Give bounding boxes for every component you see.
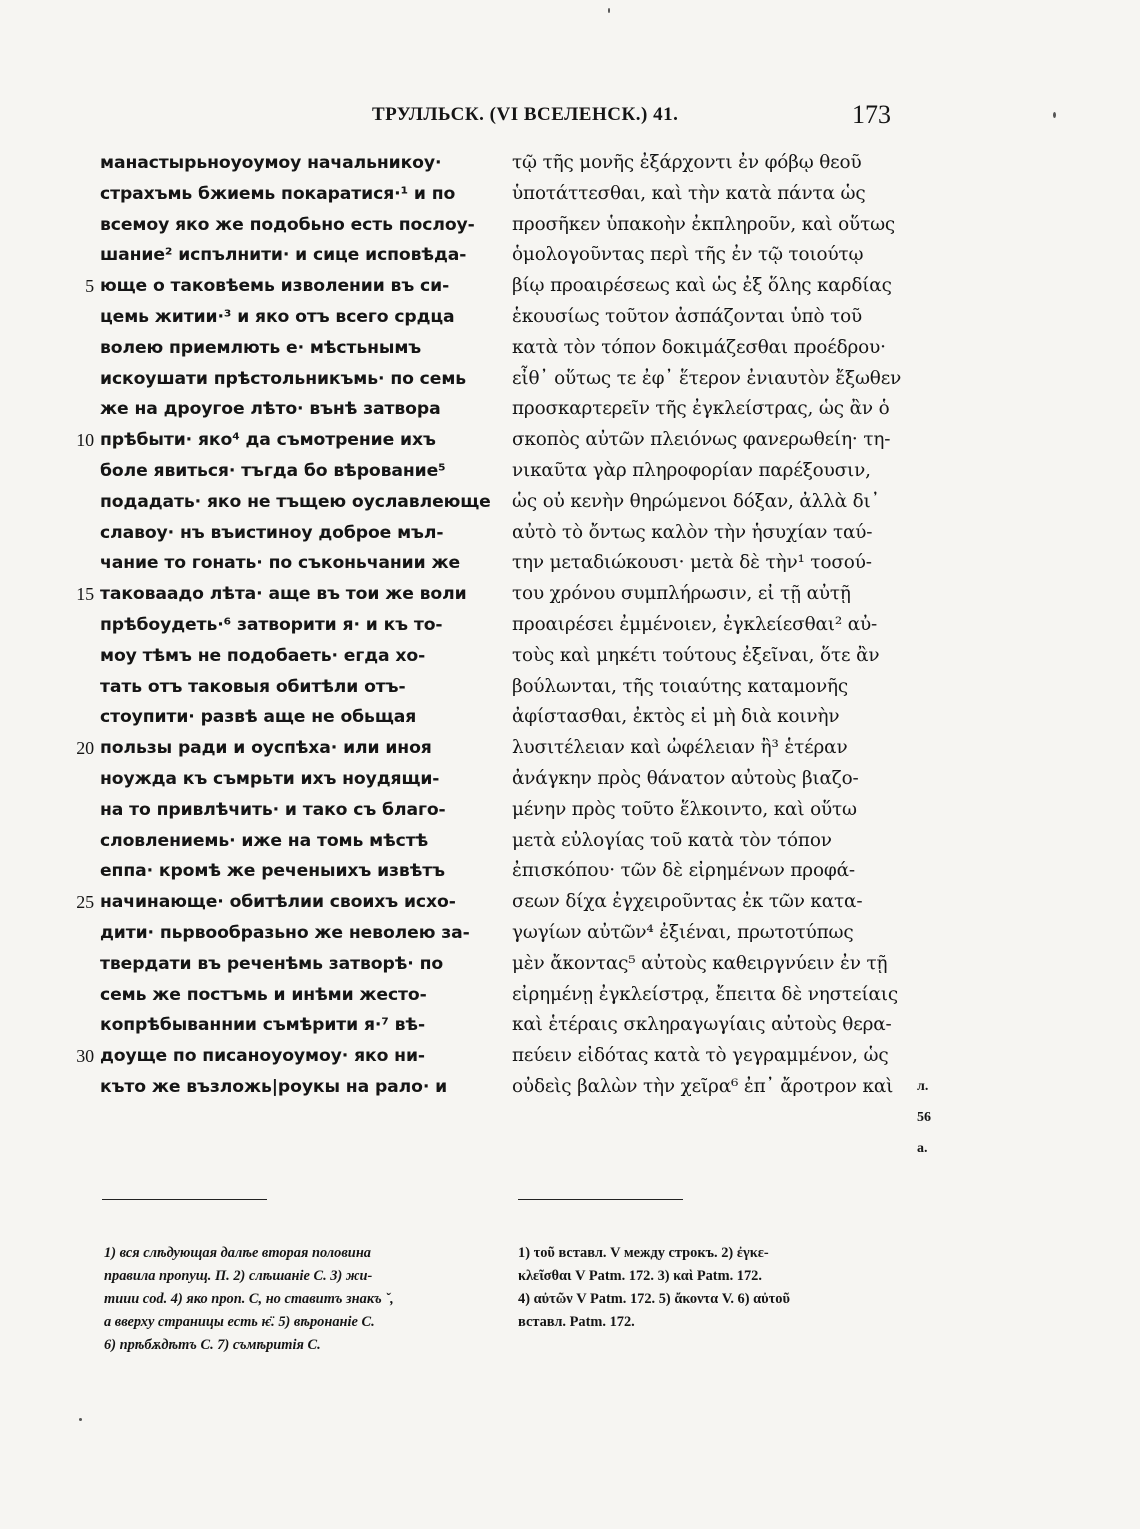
- margin-note: л. 56 а.: [917, 1079, 931, 1156]
- slavonic-line: [76, 1041, 495, 1072]
- slavonic-line: [100, 856, 495, 887]
- greek-line: αὐτὸ τὸ ὄντως καλὸν τὴν ἡσυχίαν ταύ-: [512, 521, 873, 543]
- slavonic-line: [100, 364, 495, 395]
- line-number: 10: [76, 430, 94, 451]
- slavonic-line-text: подадать· яко не тъщею оуславлеюще: [100, 491, 491, 512]
- slavonic-line: [100, 518, 495, 549]
- slavonic-line: [100, 240, 495, 271]
- slavonic-line: [100, 702, 495, 733]
- slavonic-line: [100, 456, 495, 487]
- greek-line: νικαῦτα γὰρ πληροφορίαν παρέξουσιν,: [512, 459, 871, 481]
- greek-line: μετὰ εὐλογίας τοῦ κατὰ τὸν τόπον: [512, 829, 832, 851]
- page-header: [0, 100, 1140, 134]
- slavonic-line: [100, 795, 495, 826]
- slavonic-line: [100, 980, 495, 1011]
- slavonic-line-text: таковаадо лѣта· аще въ тои же воли: [100, 584, 467, 605]
- greek-line: ὡς οὐ κενὴν θηρώμενοι δόξαν, ἀλλὰ δι᾽: [512, 490, 880, 512]
- slavonic-line-text: же на дроугое лѣто· вънѣ затвора: [100, 399, 441, 420]
- slavonic-line-text: цемь житии·³ и яко отъ всего срдца: [100, 306, 455, 327]
- greek-column: [512, 148, 931, 1156]
- greek-line: σκοπὸς αὐτῶν πλειόνως φανερωθείη· τη-: [512, 429, 891, 451]
- slavonic-line: [100, 1072, 495, 1103]
- slavonic-line-text: словлениемь· иже на томь мѣстѣ: [100, 830, 429, 851]
- greek-line: σεων δίχα ἐγχειροῦντας ἐκ τῶν κατα-: [512, 891, 863, 913]
- running-title: ТРУЛЛЬСК. (VI ВСЕЛЕНСК.) 41.: [372, 104, 679, 125]
- greek-line: καὶ ἑτέραις σκληραγωγίαις αὐτοὺς θερα-: [512, 1014, 892, 1036]
- greek-line: προαιρέσει ἐμμένοιεν, ἐγκλείεσθαι² αὐ-: [512, 613, 878, 635]
- footnote-line: правила пропущ. П. 2) слѣшаніе С. 3) жи-: [104, 1268, 373, 1284]
- page-number: 173: [852, 100, 891, 129]
- scan-speck: [1053, 112, 1056, 118]
- scan-speck: [79, 1418, 82, 1421]
- slavonic-line: [100, 179, 495, 210]
- slavonic-line-text: искоушати прѣстольникъмь· по семь: [100, 368, 467, 389]
- slavonic-line: [76, 733, 495, 764]
- footnote-rule-left: [102, 1199, 267, 1200]
- slavonic-line-text: прѣбыти· яко⁴ да съмотрение ихъ: [100, 430, 436, 451]
- slavonic-line-text: доуще по писаноуоумоу· яко ни-: [100, 1046, 425, 1067]
- line-number: 15: [76, 584, 94, 605]
- slavonic-line: [100, 394, 495, 425]
- greek-line: την μεταδιώκουσι· μετὰ δὲ τὴν¹ τοσού-: [512, 552, 872, 574]
- slavonic-line-text: прѣбоудеть·⁶ затворити я· и къ то-: [100, 614, 443, 635]
- greek-line: προσῆκεν ὑπακοὴν ἐκπληροῦν, καὶ οὕτως: [512, 213, 896, 235]
- slavonic-line-text: на то привлѣчить· и тако съ благо-: [100, 799, 446, 820]
- slavonic-line: [100, 487, 495, 518]
- slavonic-line-text: страхъмь бжиемь покаратися·¹ и по: [100, 183, 456, 204]
- slavonic-line: [85, 271, 495, 302]
- greek-line: ἐπισκόπου· τῶν δὲ εἰρημένων προφά-: [512, 860, 855, 882]
- greek-line: λυσιτέλειαν καὶ ὠφέλειαν ἢ³ ἑτέραν: [512, 737, 848, 759]
- slavonic-line: [100, 672, 495, 703]
- slavonic-column: [76, 148, 495, 1103]
- greek-line: τῷ τῆς μονῆς ἐξάρχοντι ἐν φόβῳ θεοῦ: [512, 152, 862, 173]
- slavonic-line-text: еппа· кромѣ же реченыихъ извѣтъ: [100, 861, 445, 882]
- line-number: 30: [76, 1046, 94, 1067]
- greek-line: εἰρημένῃ ἐγκλείστρᾳ, ἔπειτα δὲ νηστείαις: [512, 983, 899, 1005]
- footnotes-right: [518, 1242, 910, 1334]
- slavonic-line: [76, 425, 495, 456]
- slavonic-line: [100, 1010, 495, 1041]
- slavonic-line: [100, 548, 495, 579]
- greek-line: κατὰ τὸν τόπον δοκιμάζεσθαι προέδρου·: [512, 336, 886, 358]
- slavonic-line-text: манастырьноуоумоу начальникоу·: [100, 153, 442, 173]
- slavonic-line-text: стоупити· развѣ аще не обьщая: [100, 707, 417, 728]
- slavonic-line-text: всемоу яко же подобьно есть послоу-: [100, 214, 475, 235]
- greek-line: ἀνάγκην πρὸς θάνατον αὐτοὺς βιαζο-: [512, 767, 859, 789]
- footnote-line: 1) вся слѣдующая далѣе вторая половина: [104, 1245, 371, 1261]
- slavonic-line-text: боле явиться· тъгда бо вѣрование⁵: [100, 460, 446, 481]
- greek-line: ὑποτάττεσθαι, καὶ τὴν κατὰ πάντα ὡς: [512, 182, 866, 204]
- greek-line: οὐδεὶς βαλὼν τὴν χεῖρα⁶ ἐπ᾽ ἄροτρον καὶ: [512, 1075, 894, 1097]
- greek-line: του χρόνου συμπλήρωσιν, εἰ τῇ αὐτῇ: [512, 583, 851, 605]
- slavonic-line: [100, 148, 495, 179]
- slavonic-line-text: копрѣбываннии съмѣрити я·⁷ вѣ-: [100, 1015, 426, 1036]
- slavonic-line: [76, 579, 495, 610]
- slavonic-line-text: шание² испълнити· и сице исповѣда-: [100, 245, 467, 266]
- slavonic-line: [100, 918, 495, 949]
- greek-line: πεύειν εἰδότας κατὰ τὸ γεγραμμένον, ὡς: [512, 1045, 889, 1067]
- slavonic-line: [100, 764, 495, 795]
- greek-line: μὲν ἄκοντας⁵ αὐτοὺς καθειργνύειν ἐν τῇ: [512, 952, 888, 974]
- slavonic-line-text: твердати въ реченѣмь затворѣ· по: [100, 953, 444, 974]
- slavonic-line-text: къто же възложь|роукы на рало· и: [100, 1076, 448, 1097]
- greek-line: γωγίων αὐτῶν⁴ ἐξιέναι, πρωτοτύπως: [512, 921, 854, 943]
- slavonic-line: [100, 826, 495, 857]
- slavonic-line-text: тать отъ таковыя обитѣли отъ-: [100, 676, 406, 697]
- slavonic-line-text: начинающе· обитѣлии своихъ исхо-: [100, 892, 456, 913]
- footnote-line: вставл. Patm. 172.: [518, 1314, 635, 1330]
- slavonic-line-text: семь же постъмь и инѣми жесто-: [100, 984, 427, 1005]
- greek-line: εἶθ᾽ οὕτως τε ἐφ᾽ ἕτερον ἐνιαυτὸν ἔξωθεν: [512, 367, 902, 389]
- line-number: 20: [76, 738, 94, 759]
- greek-line: βούλωνται, τῆς τοιαύτης καταμονῆς: [512, 675, 849, 697]
- line-number: 25: [76, 892, 94, 913]
- greek-line: ὁμολογοῦντας περὶ τῆς ἐν τῷ τοιούτῳ: [512, 244, 864, 266]
- greek-line: τοὺς καὶ μηκέτι τούτους ἐξεῖναι, ὅτε ἂν: [512, 644, 880, 666]
- footnote-rule-right: [518, 1199, 683, 1200]
- slavonic-line-text: пользы ради и оуспѣха· или иноя: [100, 738, 432, 759]
- slavonic-line-text: ноужда къ съмрьти ихъ ноудящи-: [100, 768, 440, 789]
- footnote-line: тиии cod. 4) яко проп. С, но ставитъ знакъ ˇ,: [104, 1291, 394, 1307]
- slavonic-line-text: моу тѣмъ не подобаеть· егда хо-: [100, 645, 426, 666]
- greek-line: ἑκουσίως τοῦτον ἀσπάζονται ὑπὸ τοῦ: [512, 305, 863, 327]
- slavonic-line: [100, 610, 495, 641]
- footnote-line: а вверху страницы есть ѥ̈. 5) вѣронаніе С.: [104, 1314, 375, 1330]
- slavonic-line: [100, 333, 495, 364]
- footnote-line: 1) τοῦ вставл. V между строкъ. 2) ἐγκε-: [518, 1245, 769, 1261]
- slavonic-line-text: славоу· нъ въистиноу доброе мъл-: [100, 522, 444, 543]
- slavonic-line-text: чание то гонать· по съконьчании же: [100, 553, 461, 574]
- greek-line: μένην πρὸς τοῦτο ἕλκοιντο, καὶ οὕτω: [512, 798, 857, 820]
- slavonic-line: [100, 302, 495, 333]
- slavonic-line-text: дити· пьрвообразьно же неволею за-: [100, 922, 470, 943]
- footnote-line: κλεῖσθαι V Patm. 172. 3) καὶ Patm. 172.: [518, 1268, 762, 1284]
- slavonic-line-text: юще о таковѣемь изволении въ си-: [100, 276, 450, 297]
- footnote-line: 6) прѣбѫдѣтъ С. 7) съмѣритія С.: [104, 1337, 321, 1353]
- footnote-line: 4) αὐτῶν V Patm. 172. 5) ἄκοντα V. 6) αὐτοῦ: [518, 1291, 790, 1307]
- greek-line: βίῳ προαιρέσεως καὶ ὡς ἐξ ὅλης καρδίας: [512, 275, 892, 297]
- slavonic-line: [100, 210, 495, 241]
- slavonic-line-text: волею приемлють е· мѣстьнымъ: [100, 337, 422, 358]
- line-number: 5: [85, 276, 94, 297]
- footnotes-left: [104, 1242, 494, 1357]
- slavonic-line: [76, 887, 495, 918]
- greek-line: ἀφίστασθαι, ἐκτὸς εἰ μὴ διὰ κοινὴν: [512, 706, 840, 728]
- slavonic-line: [100, 641, 495, 672]
- greek-line: προσκαρτερεῖν τῆς ἐγκλείστρας, ὡς ἂν ὁ: [512, 398, 890, 420]
- scan-speck: [608, 8, 610, 13]
- slavonic-line: [100, 949, 495, 980]
